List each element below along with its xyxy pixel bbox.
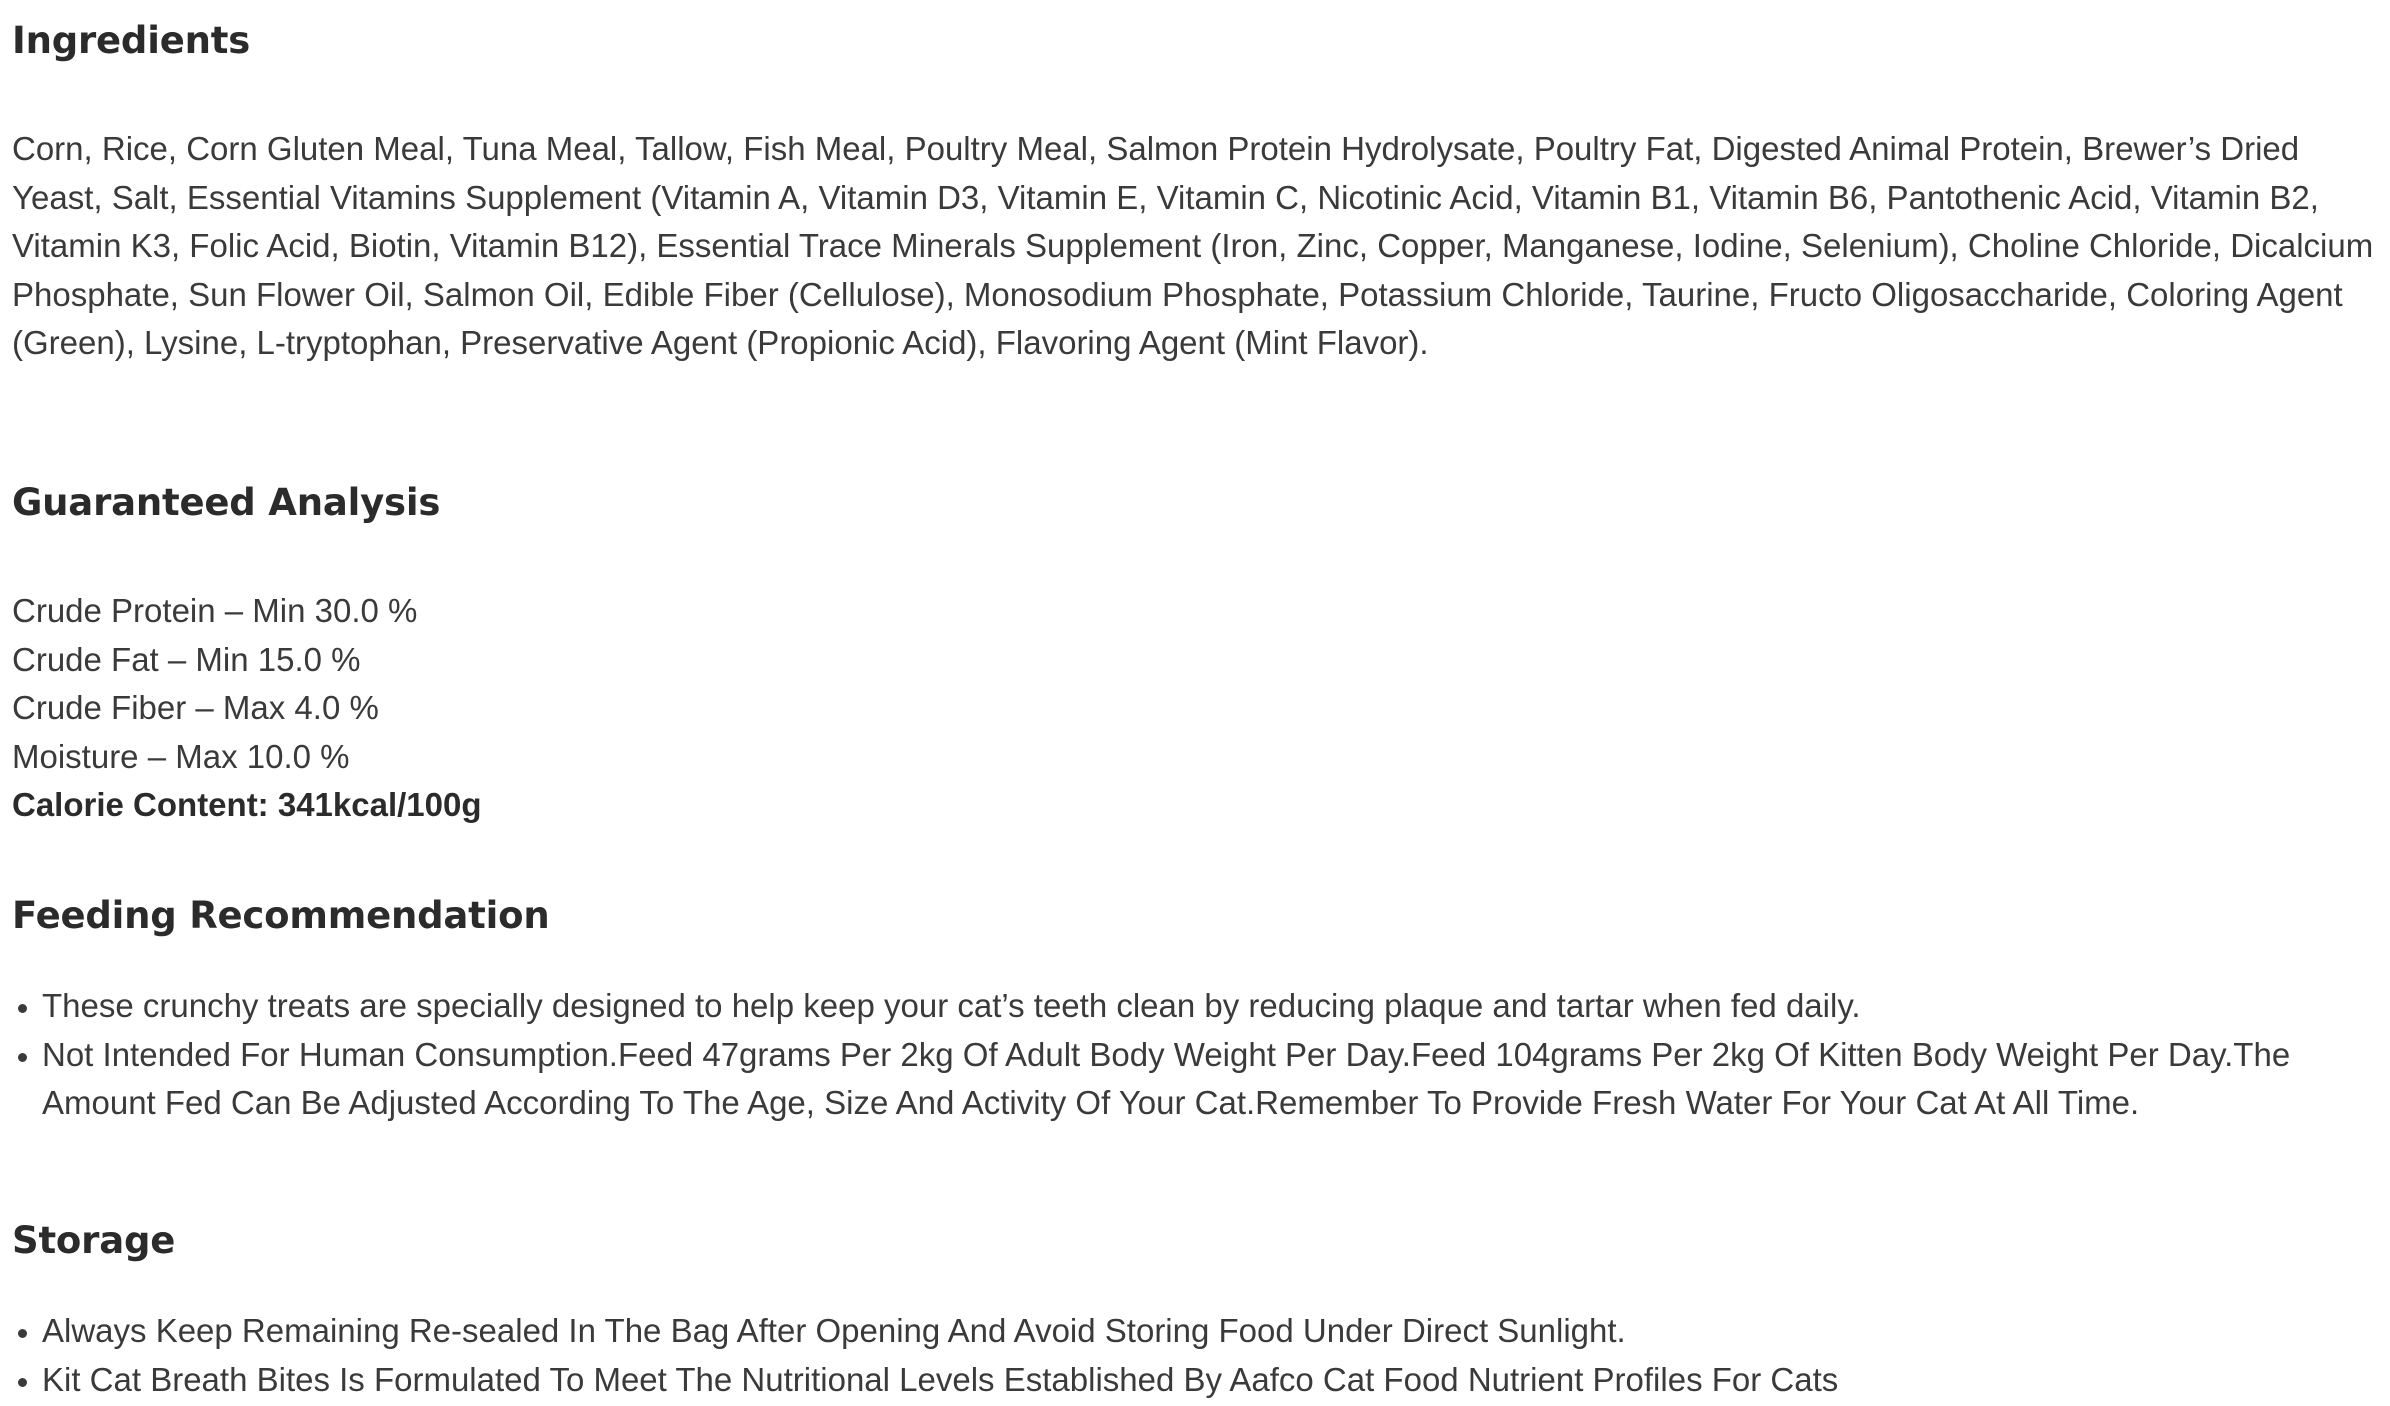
feeding-item: • These crunchy treats are specially designed to help keep your cat’s teeth clean by reducing plaque and tartar when fed daily. [42,982,2390,1031]
guaranteed-analysis-list [12,587,482,830]
guaranteed-analysis-heading: Guaranteed Analysis [12,481,441,524]
storage-item: • Kit Cat Breath Bites Is Formulated To Meet The Nutritional Levels Established By Aafco Cat Food Nutrient Profiles For Cats [42,1356,2390,1405]
analysis-line-fat: Crude Fat – Min 15.0 % [12,640,361,678]
analysis-line-fiber: Crude Fiber – Max 4.0 % [12,689,379,726]
calorie-content: Calorie Content: 341kcal/100g [12,786,482,823]
feeding-recommendation-heading: Feeding Recommendation [12,894,550,937]
storage-heading: Storage [12,1219,176,1262]
analysis-line-moisture: Moisture – Max 10.0 % [12,737,350,775]
analysis-line-protein: Crude Protein – Min 30.0 % [12,592,418,629]
feeding-item: • Not Intended For Human Consumption.Feed 47grams Per 2kg Of Adult Body Weight Per Day.Feed 104grams Per 2kg Of Kitten Body Weight Per Day.The Amount Fed Can Be Adjusted According To The Age, Size And Activity Of Your Cat.Remember To Provide Fresh Water For Your Cat At All Time. [42,1031,2390,1128]
storage-list [12,1307,2390,1404]
storage-item: • Always Keep Remaining Re-sealed In The Bag After Opening And Avoid Storing Food Under Direct Sunlight. [42,1307,2390,1356]
ingredients-text: Corn, Rice, Corn Gluten Meal, Tuna Meal, Tallow, Fish Meal, Poultry Meal, Salmon Protein Hydrolysate, Poultry Fat, Digested Animal Protein, Brewer’s Dried Yeast, Salt, Essential Vitamins Supplement (Vitamin A, Vitamin D3, Vitamin E, Vitamin C, Nicotinic Acid, Vitamin B1, Vitamin B6, Pantothenic Acid, Vitamin B2, Vitamin K3, Folic Acid, Biotin, Vitamin B12), Essential Trace Minerals Supplement (Iron, Zinc, Copper, Manganese, Iodine, Selenium), Choline Chloride, Dicalcium Phosphate, Sun Flower Oil, Salmon Oil, Edible Fiber (Cellulose), Monosodium Phosphate, Potassium Chloride, Taurine, Fructo Oligosaccharide, Coloring Agent (Green), Lysine, L-tryptophan, Preservative Agent (Propionic Acid), Flavoring Agent (Mint Flavor). [12,130,2374,361]
feeding-recommendation-list [12,982,2390,1128]
ingredients-heading: Ingredients [12,19,251,62]
